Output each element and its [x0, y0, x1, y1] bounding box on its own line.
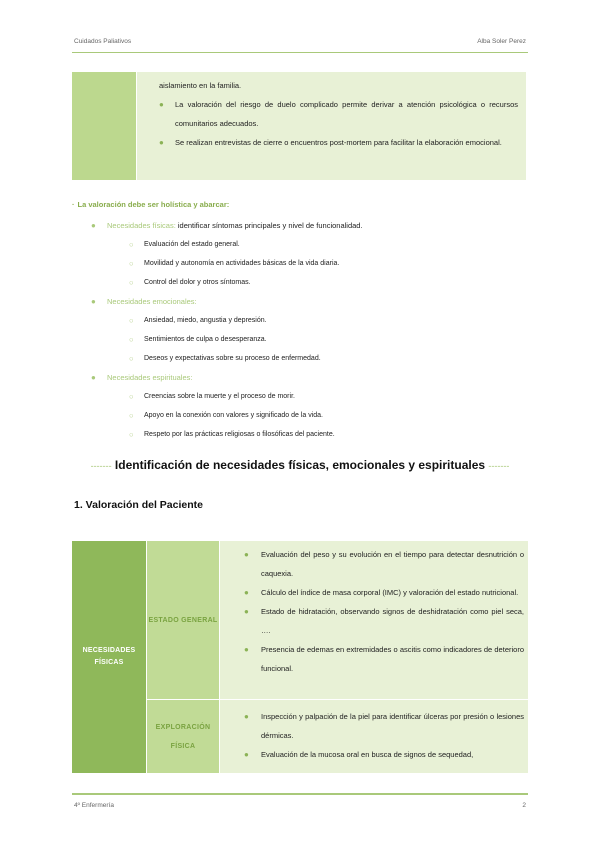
title-dash-right: -------: [488, 461, 510, 471]
list-item: ● Estado de hidratación, observando signos de deshidratación como piel seca, ….: [244, 602, 524, 640]
list-item: ○ Control del dolor y otros síntomas.: [72, 273, 528, 292]
row-label: EXPLORACIÓN FÍSICA: [155, 723, 211, 750]
continuation-table-category-cell: [72, 72, 137, 180]
circle-bullet-icon: ○: [129, 278, 134, 287]
footer-course-year: 4º Enfermería: [74, 802, 114, 809]
category-label: NECESIDADES FÍSICAS: [82, 647, 136, 666]
bullet-icon: ●: [244, 645, 249, 654]
bullet-icon: ●: [91, 221, 96, 230]
category-cell: [72, 541, 147, 773]
header-author: Alba Soler Perez: [477, 38, 526, 45]
list-item: ○ Creencias sobre la muerte y el proceso de morir.: [72, 387, 528, 406]
footer-divider: [72, 793, 528, 795]
continuation-table-content-cell: [137, 72, 526, 180]
bullet-icon: ●: [91, 373, 96, 382]
subsection-title: 1. Valoración del Paciente: [74, 499, 203, 511]
row-label: ESTADO GENERAL: [148, 616, 218, 624]
list-item: ● Presencia de edemas en extremidades o ascitis como indicadores de deterioro funcional.: [244, 640, 524, 678]
row-bullet-list: [220, 541, 528, 678]
circle-bullet-icon: ○: [129, 240, 134, 249]
list-item: ○ Ansiedad, miedo, angustia y depresión.: [72, 311, 528, 330]
row-label-cell: [147, 541, 219, 700]
bullet-icon: ●: [244, 550, 249, 559]
row-content-cell: [220, 541, 528, 700]
section-lead: · La valoración debe ser holística y abarcar:: [72, 200, 230, 209]
physical-needs-item: ● Necesidades físicas: identificar síntomas principales y nivel de funcionalidad.: [72, 216, 528, 235]
circle-bullet-icon: ○: [129, 316, 134, 325]
title-dash-left: -------: [90, 461, 112, 471]
row-bullet-list: [220, 700, 528, 764]
circle-bullet-icon: ○: [129, 411, 134, 420]
list-item: ○ Movilidad y autonomía en actividades básicas de la vida diaria.: [72, 254, 528, 273]
list-item: ● Se realizan entrevistas de cierre o encuentros post-mortem para facilitar la elaboración emocional.: [159, 133, 518, 152]
bullet-icon: ●: [244, 588, 249, 597]
circle-bullet-icon: ○: [129, 259, 134, 268]
header-divider: [72, 52, 528, 53]
list-item: ● La valoración del riesgo de duelo complicado permite derivar a atención psicológica o recursos comunitarios adecuados.: [159, 95, 518, 133]
list-item: ● Evaluación de la mucosa oral en busca de signos de sequedad,: [244, 745, 524, 764]
circle-bullet-icon: ○: [129, 392, 134, 401]
continuation-bullet-list: [159, 95, 518, 152]
list-item: ○ Apoyo en la conexión con valores y significado de la vida.: [72, 406, 528, 425]
list-item: ○ Deseos y expectativas sobre su proceso de enfermedad.: [72, 349, 528, 368]
bullet-icon: ●: [244, 712, 249, 721]
list-item: ● Evaluación del peso y su evolución en el tiempo para detectar desnutrición o caquexia.: [244, 545, 524, 583]
bullet-icon: ●: [159, 138, 164, 147]
spiritual-needs-item: ● Necesidades espirituales:: [72, 368, 528, 387]
list-item: ● Cálculo del índice de masa corporal (IMC) y valoración del estado nutricional.: [244, 583, 524, 602]
title-text: Identificación de necesidades físicas, emocionales y espirituales: [114, 458, 486, 472]
list-item: ○ Respeto por las prácticas religiosas o filosóficas del paciente.: [72, 425, 528, 444]
bullet-icon: ●: [159, 100, 164, 109]
assessment-table: [72, 541, 528, 773]
marker-icon: ·: [72, 200, 75, 209]
row-label-cell: [147, 700, 219, 773]
list-item: ● Inspección y palpación de la piel para identificar úlceras por presión o lesiones dérmicas.: [244, 707, 524, 745]
list-item: ○ Sentimientos de culpa o desesperanza.: [72, 330, 528, 349]
section-title: [72, 458, 528, 472]
holistic-assessment-section: [72, 200, 528, 444]
list-item: ○ Evaluación del estado general.: [72, 235, 528, 254]
row-content-cell: [220, 700, 528, 773]
continuation-table: [72, 72, 526, 180]
bullet-icon: ●: [244, 607, 249, 616]
circle-bullet-icon: ○: [129, 335, 134, 344]
header-course: Cuidados Paliativos: [74, 38, 132, 45]
page-number: 2: [522, 802, 526, 809]
continuation-text: aislamiento en la familia.: [159, 81, 242, 90]
bullet-icon: ●: [91, 297, 96, 306]
emotional-needs-item: ● Necesidades emocionales:: [72, 292, 528, 311]
bullet-icon: ●: [244, 750, 249, 759]
circle-bullet-icon: ○: [129, 354, 134, 363]
circle-bullet-icon: ○: [129, 430, 134, 439]
